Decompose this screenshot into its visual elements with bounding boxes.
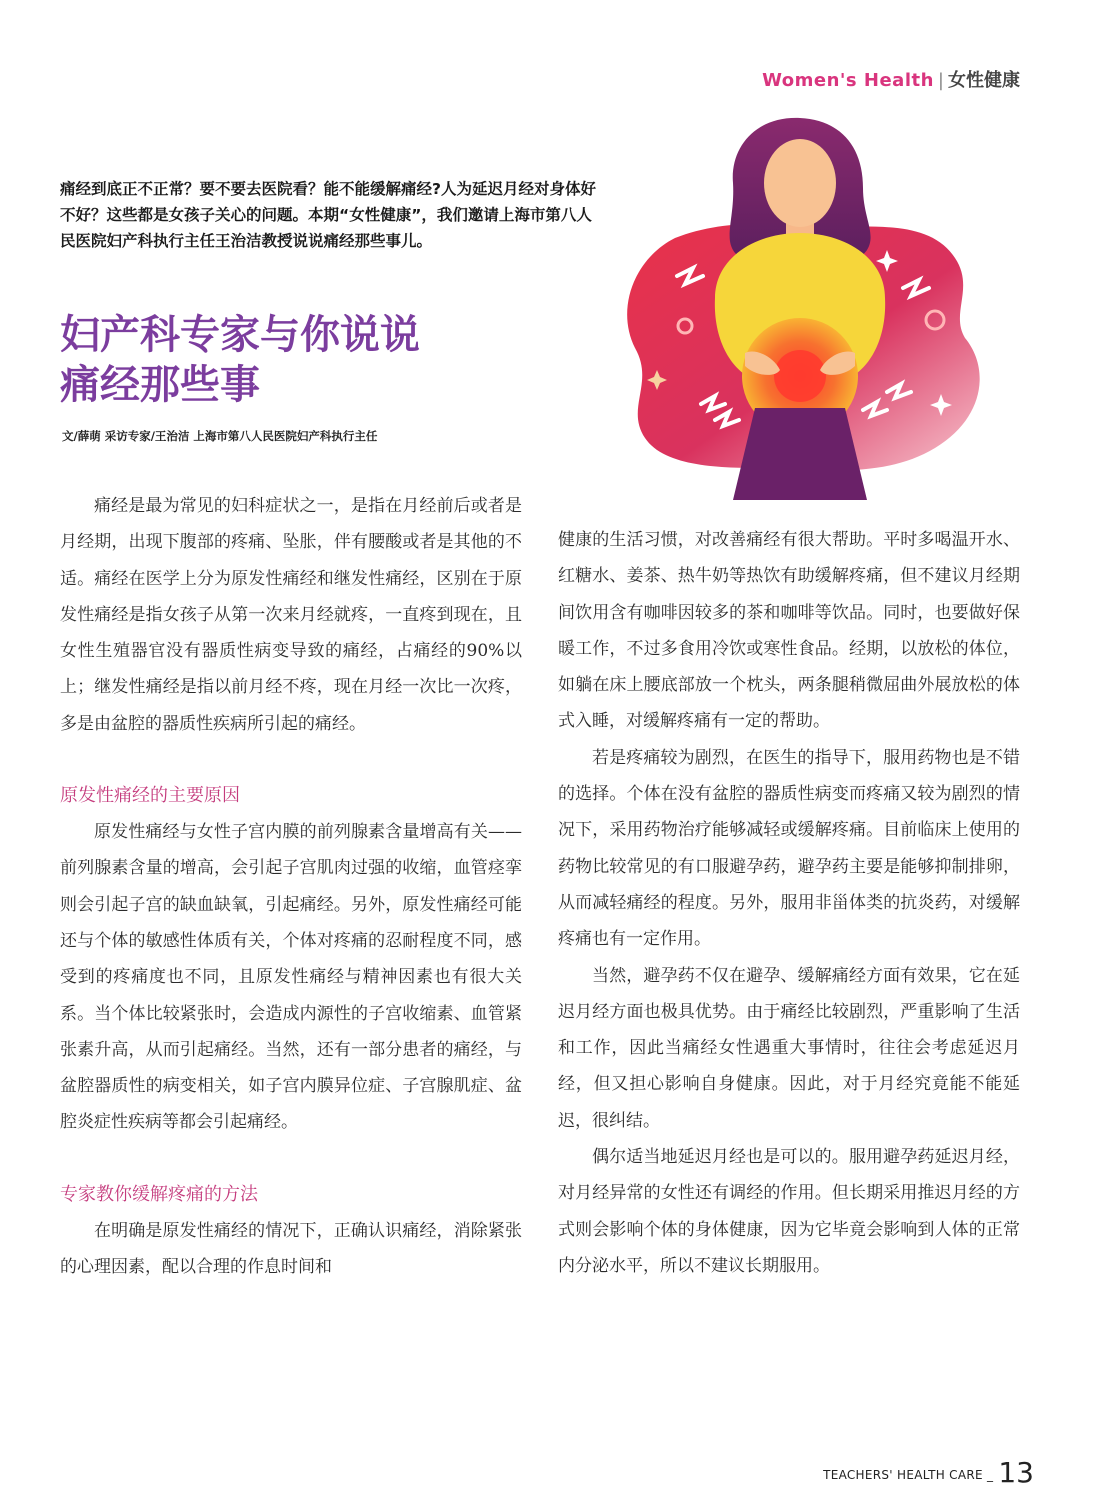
- section-heading: 专家教你缓解疼痛的方法: [60, 1183, 258, 1205]
- intro-paragraph: 痛经到底正不正常？要不要去医院看？能不能缓解痛经?人为延迟月经对身体好不好？这些都是女孩子关心的问题。本期“女性健康”，我们邀请上海市第八人民医院妇产科执行主任王治洁教授说说痛经那些事儿。: [60, 180, 596, 250]
- body-paragraph: 痛经是最为常见的妇科症状之一，是指在月经前后或者是月经期，出现下腹部的疼痛、坠胀，伴有腰酸或者是其他的不适。痛经在医学上分为原发性痛经和继发性痛经，区别在于原发性痛经是指女孩子从第一次来月经就疼，一直疼到现在，且女性生殖器官没有器质性病变导致的痛经，占痛经的90%以上；继发性痛经是指以前月经不疼，现在月经一次比一次疼，多是由盆腔的器质性疾病所引起的痛经。: [60, 496, 522, 734]
- body-paragraph: 偶尔适当地延迟月经也是可以的。服用避孕药延迟月经，对月经异常的女性还有调经的作用。但长期采用推迟月经的方式则会影响个体的身体健康，因为它毕竟会影响到人体的正常内分泌水平，所以不建议长期服用。: [558, 1147, 1020, 1276]
- page-number: 13: [998, 1456, 1034, 1489]
- section-heading: 原发性痛经的主要原因: [60, 785, 240, 807]
- byline: 文/薛萌 采访专家/王治洁 上海市第八人民医院妇产科执行主任: [62, 429, 378, 443]
- article-title: [60, 310, 580, 410]
- section-name-zh: 女性健康: [948, 70, 1020, 91]
- left-column: [60, 488, 522, 1285]
- body-paragraph: 当然，避孕药不仅在避孕、缓解痛经方面有效果，它在延迟月经方面也极具优势。由于痛经比较剧烈，严重影响了生活和工作，因此当痛经女性遇重大事情时，往往会考虑延迟月经，但又担心影响自身健康。因此，对于月经究竟能不能延迟，很纠结。: [558, 965, 1020, 1131]
- section-separator: |: [937, 70, 944, 91]
- section-name-en: Women's Health: [762, 70, 934, 91]
- body-paragraph: 原发性痛经与女性子宫内膜的前列腺素含量增高有关——前列腺素含量的增高，会引起子宫肌肉过强的收缩，血管痉挛则会引起子宫的缺血缺氧，引起痛经。另外，原发性痛经可能还与个体的敏感性体质有关，个体对疼痛的忍耐程度不同，感受到的疼痛度也不同，且原发性痛经与精神因素也有很大关系。当个体比较紧张时，会造成内源性的子宫收缩素、血管紧张素升高，从而引起痛经。当然，还有一部分患者的痛经，与盆腔器质性的病变相关，如子宫内膜异位症、子宫腺肌症、盆腔炎症性疾病等都会引起痛经。: [60, 822, 522, 1133]
- section-header: [762, 66, 1020, 92]
- woman-period-pain-illustration: [605, 108, 995, 500]
- body-paragraph: 在明确是原发性痛经的情况下，正确认识痛经，消除紧张的心理因素，配以合理的作息时间和: [60, 1220, 522, 1278]
- article-title-line-2: 痛经那些事: [60, 362, 260, 408]
- face: [764, 139, 836, 227]
- body-paragraph: 若是疼痛较为剧烈，在医生的指导下，服用药物也是不错的选择。个体在没有盆腔的器质性病变而疼痛又较为剧烈的情况下，采用药物治疗能够减轻或缓解疼痛。目前临床上使用的药物比较常见的有口服避孕药，避孕药主要是能够抑制排卵，从而减轻痛经的程度。另外，服用非甾体类的抗炎药，对缓解疼痛也有一定作用。: [558, 747, 1020, 950]
- magazine-name: TEACHERS' HEALTH CARE _: [823, 1468, 994, 1482]
- page-footer: [823, 1456, 1034, 1489]
- article-title-line-1: 妇产科专家与你说说: [60, 312, 420, 358]
- body-paragraph: 健康的生活习惯，对改善痛经有很大帮助。平时多喝温开水、红糖水、姜茶、热牛奶等热饮有助缓解疼痛，但不建议月经期间饮用含有咖啡因较多的茶和咖啡等饮品。同时，也要做好保暖工作，不过多食用冷饮或寒性食品。经期，以放松的体位，如躺在床上腰底部放一个枕头，两条腿稍微屈曲外展放松的体式入睡，对缓解疼痛有一定的帮助。: [558, 530, 1020, 732]
- right-column: [558, 522, 1020, 1284]
- purple-skirt: [733, 408, 867, 500]
